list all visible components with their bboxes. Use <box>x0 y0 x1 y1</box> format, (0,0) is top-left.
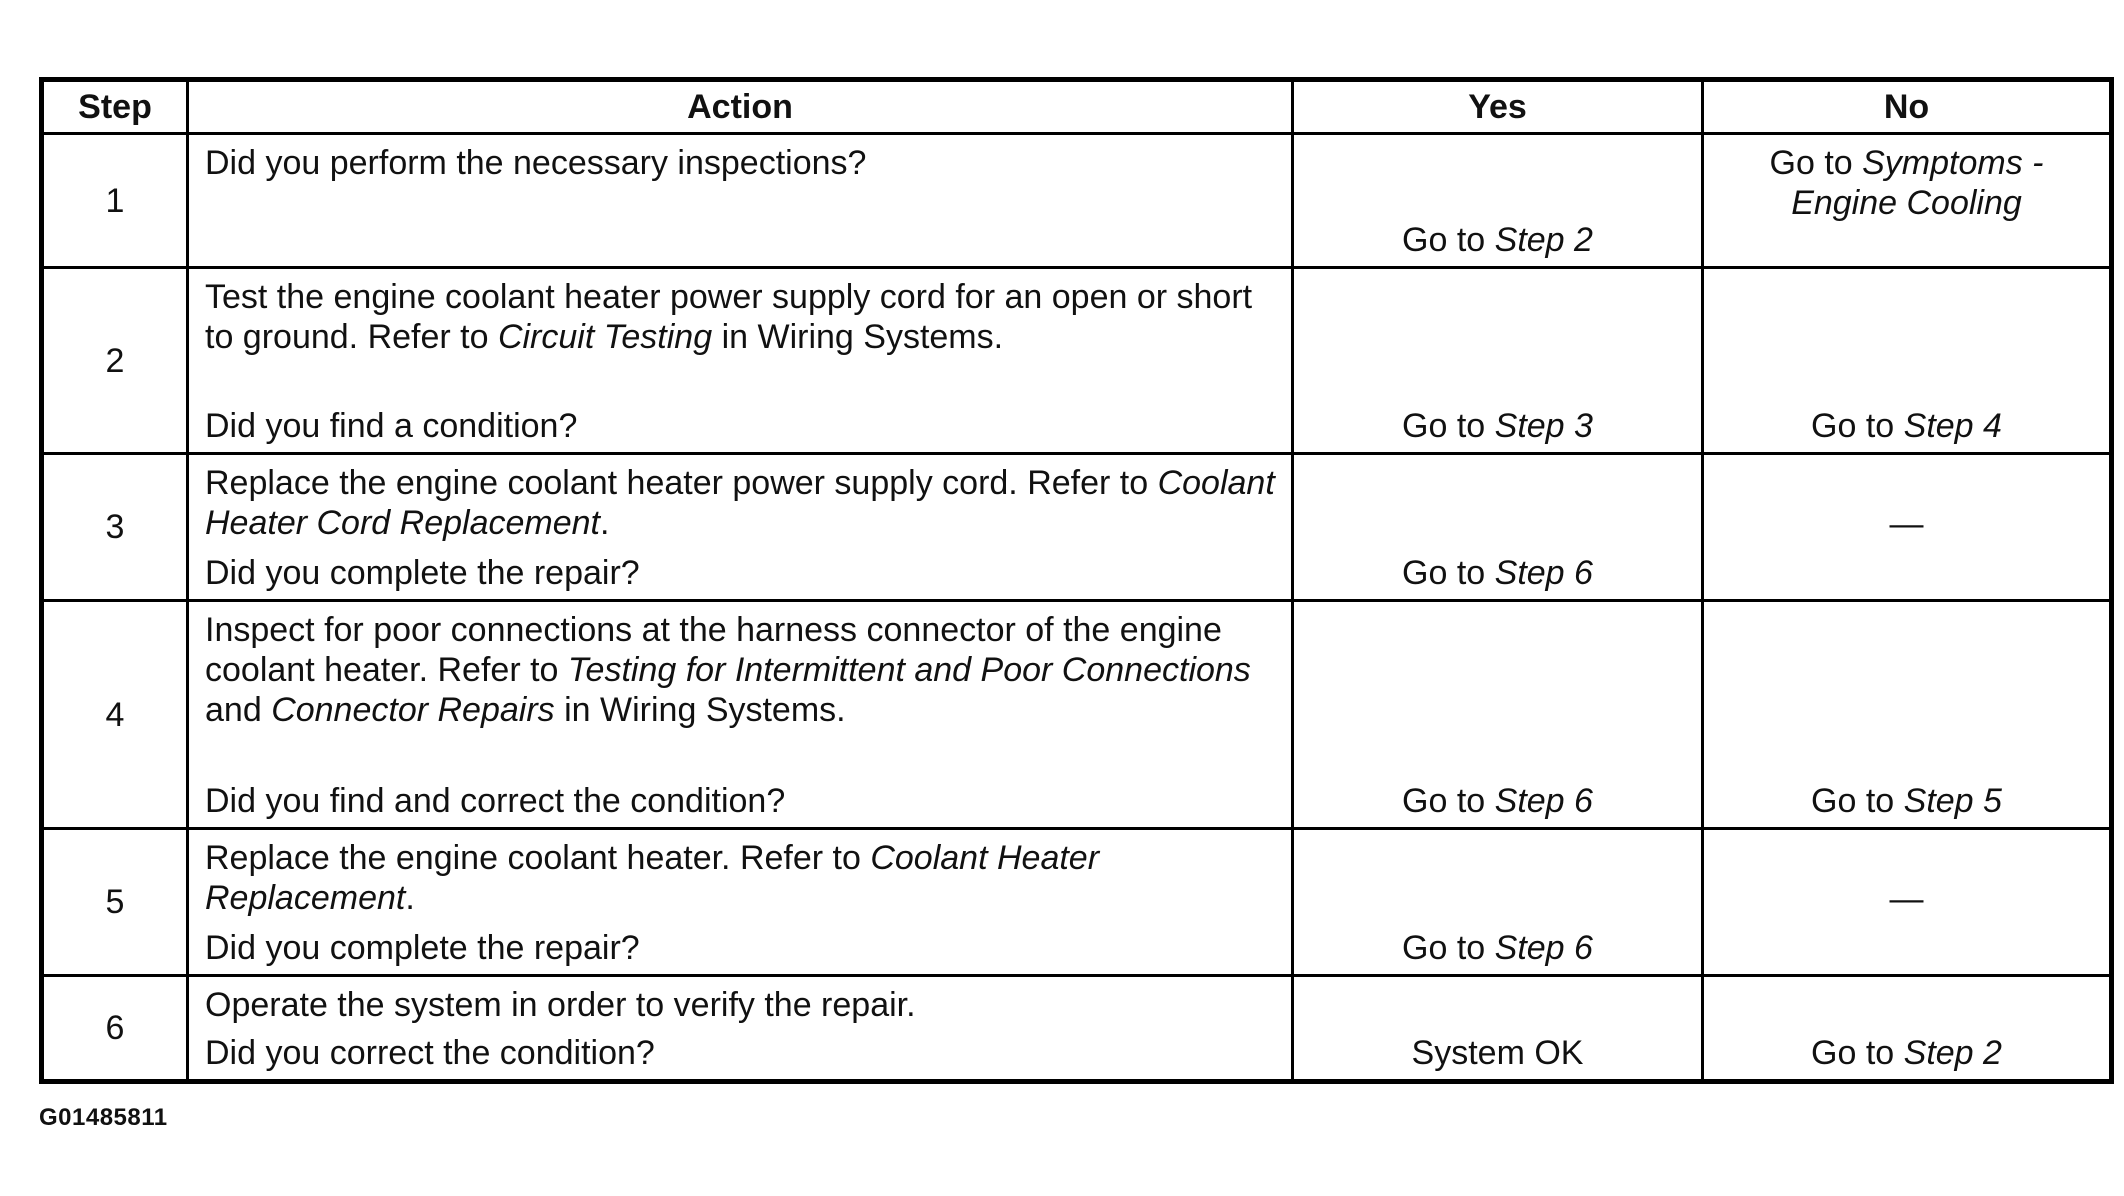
table-row <box>42 829 2112 976</box>
header-row <box>42 80 2112 134</box>
action-question: Did you complete the repair? <box>205 554 640 592</box>
no-step-link[interactable]: Step 5 <box>1903 782 2002 820</box>
yes-result: System OK <box>1411 1034 1584 1072</box>
no-cell <box>1703 268 2112 454</box>
action-question: Did you find and correct the condition? <box>205 782 786 820</box>
yes-prefix: Go to <box>1402 929 1495 967</box>
yes-cell <box>1293 829 1703 976</box>
no-prefix: Go to <box>1811 1034 1904 1072</box>
action-text-italic: Testing for Intermittent and Poor Connections <box>567 651 1251 689</box>
action-cell <box>188 268 1293 454</box>
no-prefix: Go to <box>1811 407 1904 445</box>
diagnostic-table <box>39 77 2114 1084</box>
step-number: 6 <box>42 976 188 1082</box>
action-text-part: Did you perform the necessary inspections? <box>205 144 867 182</box>
action-text <box>205 463 1275 543</box>
action-text-italic: Coolant Heater Replacement <box>205 839 1100 917</box>
no-step-link[interactable]: Step 4 <box>1903 407 2002 445</box>
action-cell <box>188 976 1293 1082</box>
action-text-italic: Coolant Heater Cord Replacement <box>205 464 1275 542</box>
action-text <box>205 143 1275 183</box>
yes-prefix: Go to <box>1402 782 1495 820</box>
table-row <box>42 268 2112 454</box>
yes-cell <box>1293 134 1703 268</box>
action-text <box>205 277 1275 357</box>
step-number: 3 <box>42 454 188 601</box>
step-number: 1 <box>42 134 188 268</box>
yes-step-link[interactable]: Step 6 <box>1494 782 1593 820</box>
action-cell <box>188 829 1293 976</box>
yes-prefix: Go to <box>1402 407 1495 445</box>
action-text-part: and <box>205 691 272 729</box>
figure-id: G01485811 <box>39 1104 168 1131</box>
no-cell <box>1703 976 2112 1082</box>
action-text <box>205 985 1275 1025</box>
no-prefix: Go to <box>1769 144 1863 182</box>
yes-cell <box>1293 454 1703 601</box>
yes-cell <box>1293 601 1703 829</box>
action-cell <box>188 454 1293 601</box>
header-action: Action <box>188 80 1293 134</box>
header-yes: Yes <box>1293 80 1703 134</box>
yes-prefix: Go to <box>1402 221 1495 259</box>
step-number: 2 <box>42 268 188 454</box>
no-cell <box>1703 454 2112 601</box>
action-text-part: . <box>599 504 610 542</box>
action-cell <box>188 134 1293 268</box>
yes-step-link[interactable]: Step 6 <box>1494 929 1593 967</box>
action-text-part: Replace the engine coolant heater power supply cord. Refer to <box>205 464 1158 502</box>
step-number: 5 <box>42 829 188 976</box>
action-question: Did you correct the condition? <box>205 1034 655 1072</box>
yes-cell <box>1293 976 1703 1082</box>
action-text-part: in Wiring Systems. <box>554 691 846 729</box>
table-row <box>42 601 2112 829</box>
action-text-part: in Wiring Systems. <box>712 318 1004 356</box>
action-text-italic: Circuit Testing <box>497 318 713 356</box>
yes-step-link[interactable]: Step 2 <box>1494 221 1593 259</box>
step-number: 4 <box>42 601 188 829</box>
table-row <box>42 454 2112 601</box>
action-question: Did you complete the repair? <box>205 929 640 967</box>
action-text <box>205 838 1275 918</box>
action-text-part: Replace the engine coolant heater. Refer to <box>205 839 871 877</box>
no-prefix: Go to <box>1811 782 1904 820</box>
table-row <box>42 134 2112 268</box>
header-step: Step <box>42 80 188 134</box>
no-step-link[interactable]: Symptoms - Engine Cooling <box>1791 144 2044 222</box>
action-cell <box>188 601 1293 829</box>
action-text <box>205 610 1275 730</box>
no-cell <box>1703 134 2112 268</box>
no-dash: — <box>1889 880 1924 918</box>
action-text-part: Test the engine coolant heater power supply cord for an open or short to ground. Refer to <box>205 278 1253 356</box>
yes-step-link[interactable]: Step 6 <box>1494 554 1593 592</box>
yes-cell <box>1293 268 1703 454</box>
no-dash: — <box>1889 505 1924 543</box>
action-text-part: . <box>405 879 415 917</box>
yes-step-link[interactable]: Step 3 <box>1494 407 1593 445</box>
header-no: No <box>1703 80 2112 134</box>
action-text-part: Inspect for poor connections at the harness connector of the engine coolant heater. Refer to <box>205 611 1222 689</box>
table-row <box>42 976 2112 1082</box>
action-text-part: Operate the system in order to verify the repair. <box>205 986 916 1024</box>
no-step-link[interactable]: Step 2 <box>1903 1034 2002 1072</box>
no-cell <box>1703 829 2112 976</box>
action-question: Did you find a condition? <box>205 407 578 445</box>
yes-prefix: Go to <box>1402 554 1495 592</box>
no-cell <box>1703 601 2112 829</box>
action-text-italic: Connector Repairs <box>271 691 555 729</box>
